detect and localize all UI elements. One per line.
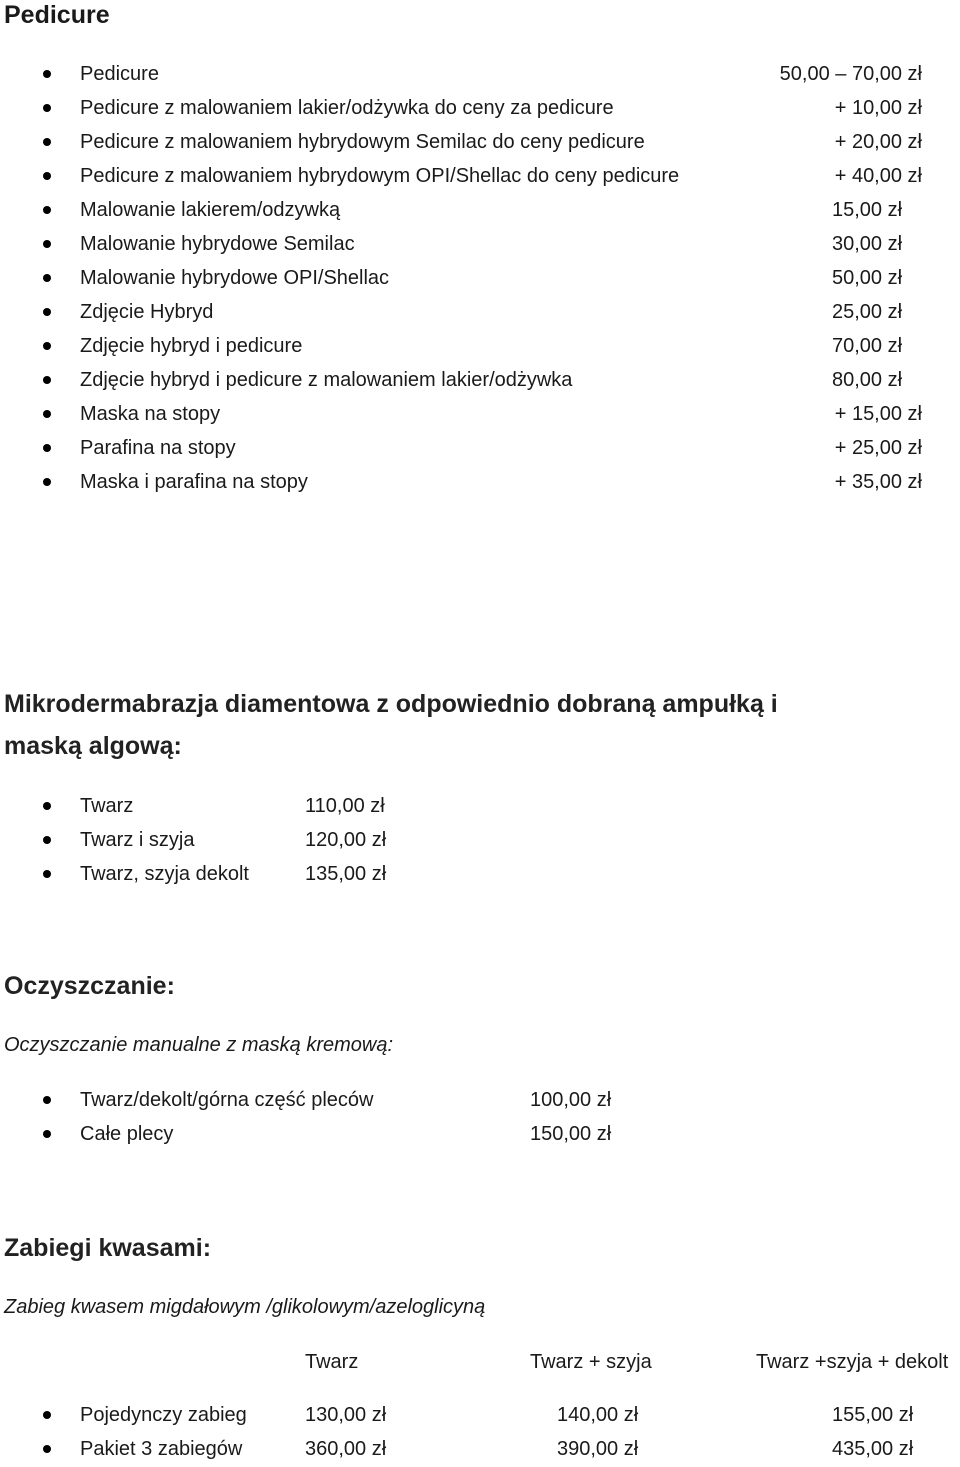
service-label: Twarz	[80, 795, 134, 817]
bullet-icon	[43, 802, 51, 810]
list-item	[0, 1084, 960, 1118]
service-label: Pedicure	[80, 63, 159, 85]
service-label: Malowanie hybrydowe OPI/Shellac	[80, 267, 390, 289]
service-price: + 10,00 zł	[834, 97, 922, 119]
service-label: Maska i parafina na stopy	[80, 471, 308, 493]
table-cell-price: 360,00 zł	[305, 1438, 387, 1460]
service-label: Twarz i szyja	[80, 829, 195, 851]
column-header: Twarz + szyja	[530, 1351, 652, 1373]
service-label: Malowanie lakierem/odzywką	[80, 199, 341, 221]
bullet-icon	[43, 172, 51, 180]
service-price: 50,00 – 70,00 zł	[779, 63, 922, 85]
service-price: 25,00 zł	[832, 301, 903, 323]
section-subtitle-oczyszczanie: Oczyszczanie manualne z maską kremową:	[4, 1034, 394, 1056]
bullet-icon	[43, 1130, 51, 1138]
service-price: + 35,00 zł	[834, 471, 922, 493]
bullet-icon	[43, 308, 51, 316]
table-cell-price: 155,00 zł	[832, 1404, 914, 1426]
service-price: + 15,00 zł	[834, 403, 922, 425]
column-header: Twarz +szyja + dekolt	[756, 1351, 949, 1373]
section-heading-kwasy: Zabiegi kwasami:	[4, 1234, 212, 1262]
table-row	[0, 1399, 960, 1433]
bullet-icon	[43, 478, 51, 486]
list-item	[0, 790, 960, 824]
bullet-icon	[43, 70, 51, 78]
list-item	[0, 160, 960, 194]
service-label: Pedicure z malowaniem hybrydowym OPI/Shellac do ceny pedicure	[80, 165, 680, 187]
list-item	[0, 296, 960, 330]
service-label: Zdjęcie hybryd i pedicure z malowaniem lakier/odżywka	[80, 369, 573, 391]
list-item	[0, 466, 960, 500]
bullet-icon	[43, 138, 51, 146]
bullet-icon	[43, 836, 51, 844]
service-price: 15,00 zł	[832, 199, 903, 221]
list-item	[0, 58, 960, 92]
bullet-icon	[43, 444, 51, 452]
section-heading-oczyszczanie: Oczyszczanie:	[4, 972, 175, 1000]
service-price: 70,00 zł	[832, 335, 903, 357]
table-cell-price: 140,00 zł	[557, 1404, 639, 1426]
list-item	[0, 858, 960, 892]
row-label: Pakiet 3 zabiegów	[80, 1438, 243, 1460]
bullet-icon	[43, 410, 51, 418]
table-cell-price: 390,00 zł	[557, 1438, 639, 1460]
service-price: 150,00 zł	[530, 1123, 612, 1145]
service-price: + 40,00 zł	[834, 165, 922, 187]
service-label: Twarz, szyja dekolt	[80, 863, 249, 885]
service-price: 120,00 zł	[305, 829, 387, 851]
list-item	[0, 92, 960, 126]
service-price: + 20,00 zł	[834, 131, 922, 153]
list-item	[0, 398, 960, 432]
list-item	[0, 824, 960, 858]
service-label: Całe plecy	[80, 1123, 174, 1145]
service-price: 30,00 zł	[832, 233, 903, 255]
bullet-icon	[43, 870, 51, 878]
bullet-icon	[43, 274, 51, 282]
list-item	[0, 126, 960, 160]
service-price: 80,00 zł	[832, 369, 903, 391]
service-label: Twarz/dekolt/górna część pleców	[80, 1089, 374, 1111]
section-heading-mikrodermabrazja: Mikrodermabrazja diamentowa z odpowiednio dobraną ampułką i	[4, 690, 778, 718]
service-label: Malowanie hybrydowe Semilac	[80, 233, 355, 255]
table-cell-price: 435,00 zł	[832, 1438, 914, 1460]
service-label: Pedicure z malowaniem lakier/odżywka do ceny za pedicure	[80, 97, 614, 119]
list-item	[0, 330, 960, 364]
service-price: 135,00 zł	[305, 863, 387, 885]
service-price: 110,00 zł	[305, 795, 385, 817]
column-header: Twarz	[305, 1351, 359, 1373]
bullet-icon	[43, 376, 51, 384]
list-item	[0, 432, 960, 466]
service-label: Parafina na stopy	[80, 437, 236, 459]
row-label: Pojedynczy zabieg	[80, 1404, 247, 1426]
list-item	[0, 262, 960, 296]
bullet-icon	[43, 342, 51, 350]
list-item	[0, 194, 960, 228]
bullet-icon	[43, 104, 51, 112]
page-title: Pedicure	[4, 1, 110, 29]
service-label: Zdjęcie hybryd i pedicure	[80, 335, 303, 357]
service-label: Pedicure z malowaniem hybrydowym Semilac do ceny pedicure	[80, 131, 645, 153]
bullet-icon	[43, 1096, 51, 1104]
bullet-icon	[43, 1411, 51, 1419]
service-label: Zdjęcie Hybryd	[80, 301, 214, 323]
section-heading-mikrodermabrazja-cont: maską algową:	[4, 732, 182, 760]
bullet-icon	[43, 1445, 51, 1453]
section-subtitle-kwasy: Zabieg kwasem migdałowym /glikolowym/azeloglicyną	[4, 1296, 486, 1318]
service-label: Maska na stopy	[80, 403, 221, 425]
list-item	[0, 364, 960, 398]
list-item	[0, 1118, 960, 1152]
table-cell-price: 130,00 zł	[305, 1404, 387, 1426]
bullet-icon	[43, 240, 51, 248]
service-price: 100,00 zł	[530, 1089, 612, 1111]
service-price: 50,00 zł	[832, 267, 903, 289]
bullet-icon	[43, 206, 51, 214]
list-item	[0, 228, 960, 262]
service-price: + 25,00 zł	[834, 437, 922, 459]
